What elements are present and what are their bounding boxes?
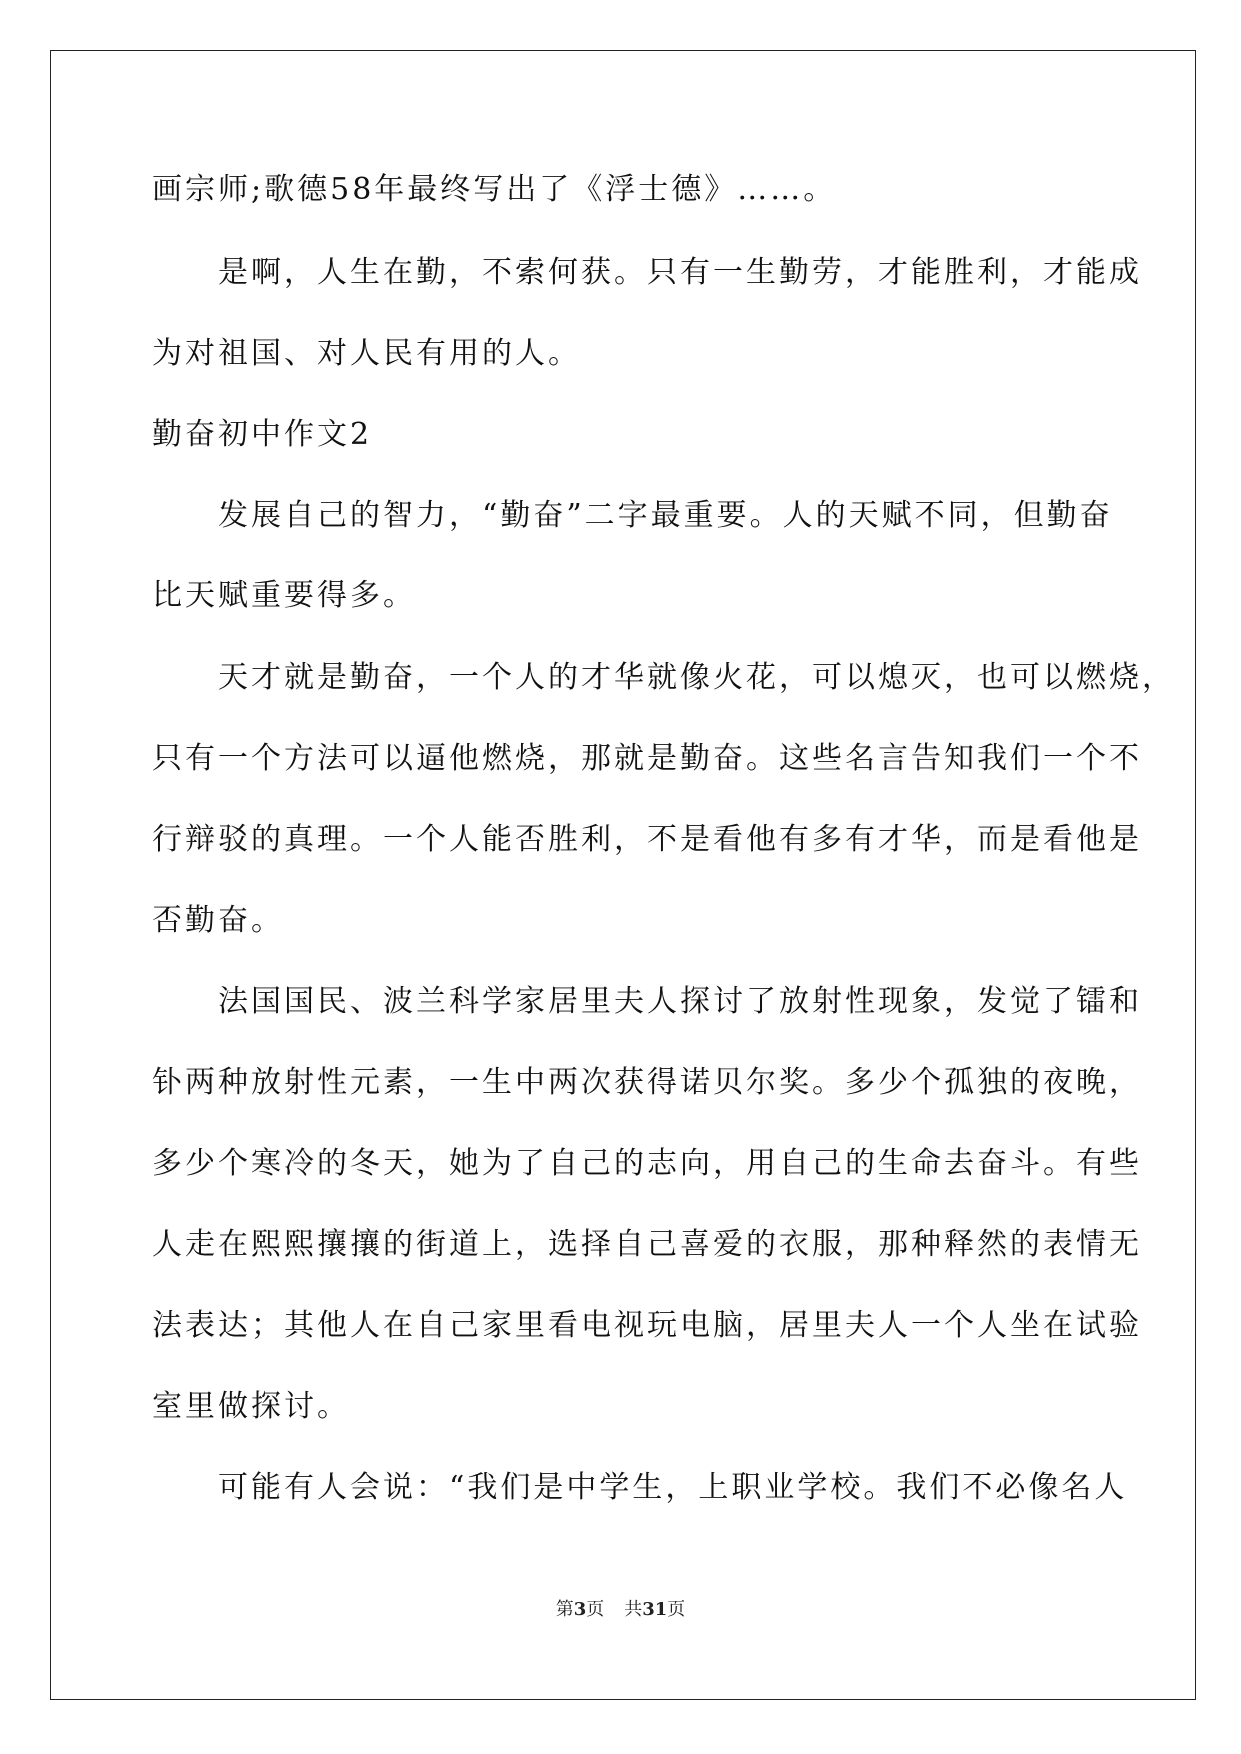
text-line-17: 可能有人会说：“我们是中学生，上职业学校。我们不必像名人 [152,1470,1128,1505]
total-unit: 页 [667,1599,686,1620]
text-line-12: 钋两种放射性元素，一生中两次获得诺贝尔奖。多少个孤独的夜晚， [152,1065,1142,1100]
text-line-5: 发展自己的智力，“勤奋”二字最重要。人的天赋不同，但勤奋 [152,498,1113,533]
text-line-14: 人走在熙熙攘攘的街道上，选择自己喜爱的衣服，那种释然的表情无 [152,1227,1142,1262]
text-line-7: 天才就是勤奋，一个人的才华就像火花，可以熄灭，也可以燃烧， [152,660,1175,695]
page-prefix: 第 [555,1599,574,1620]
text-line-8: 只有一个方法可以逼他燃烧，那就是勤奋。这些名言告知我们一个不 [152,741,1142,776]
text-line-3: 为对祖国、对人民有用的人。 [152,336,581,371]
text-line-6: 比天赋重要得多。 [152,578,416,613]
text-line-13: 多少个寒冷的冬天，她为了自己的志向，用自己的生命去奋斗。有些 [152,1146,1142,1181]
text-line-9: 行辩驳的真理。一个人能否胜利，不是看他有多有才华，而是看他是 [152,822,1142,857]
page-unit: 页 [586,1599,605,1620]
page-border [50,50,1196,1700]
text-line-15: 法表达；其他人在自己家里看电视玩电脑，居里夫人一个人坐在试验 [152,1308,1142,1343]
page-footer [0,1598,1241,1622]
total-prefix: 共 [624,1599,643,1620]
page-total-number: 31 [642,1599,668,1620]
section-heading: 勤奋初中作文2 [152,417,373,452]
text-line-2: 是啊，人生在勤，不索何获。只有一生勤劳，才能胜利，才能成 [152,255,1142,290]
text-line-16: 室里做探讨。 [152,1389,350,1424]
page-current-number: 3 [573,1599,587,1620]
text-line-10: 否勤奋。 [152,903,284,938]
text-line-1: 画宗师;歌德58年最终写出了《浮士德》……。 [152,172,837,207]
text-line-11: 法国国民、波兰科学家居里夫人探讨了放射性现象，发觉了镭和 [152,984,1142,1019]
